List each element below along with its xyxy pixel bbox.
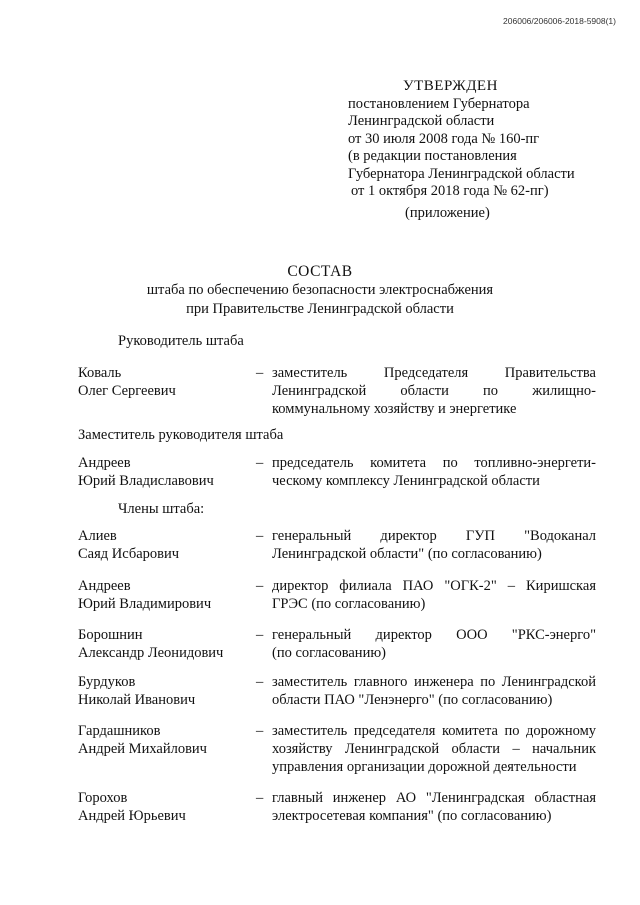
- position-line: председатель комитета по топливно-энергети-: [272, 455, 596, 471]
- position-line: электросетевая компания" (по согласованию): [272, 808, 552, 824]
- position-line: директор филиала ПАО "ОГК-2" – Киришская: [272, 578, 596, 594]
- member-name: [78, 722, 258, 758]
- member-name: [78, 364, 258, 400]
- member-given-name: Андрей Юрьевич: [78, 808, 186, 824]
- member-given-name: Юрий Владиславович: [78, 473, 214, 489]
- dash-separator: –: [256, 365, 264, 381]
- approval-line: Губернатора Ленинградской области: [348, 165, 575, 182]
- member-surname: Бурдуков: [78, 674, 136, 690]
- dash-separator: –: [256, 627, 264, 643]
- position-line: области ПАО "Ленэнерго" (по согласованию): [272, 692, 553, 708]
- member-position: [272, 673, 596, 709]
- approval-line: Ленинградской области: [348, 113, 495, 129]
- document-id: 206006/206006-2018-5908(1): [503, 16, 616, 26]
- approval-line: (в редакции постановления: [348, 148, 517, 164]
- position-line: заместитель Председателя Правительства: [272, 365, 596, 381]
- position-line: генеральный директор ГУП "Водоканал: [272, 528, 596, 544]
- position-line: Ленинградской области" (по согласованию): [272, 546, 542, 562]
- approval-line: постановлением Губернатора: [348, 95, 530, 112]
- dash-separator: –: [256, 790, 264, 806]
- document-heading: [0, 262, 640, 319]
- member-position: [272, 364, 596, 418]
- section-members-label: Члены штаба:: [118, 501, 205, 517]
- position-line: главный инженер АО "Ленинградская областная: [272, 790, 596, 806]
- approval-line: от 30 июля 2008 года № 160-пг: [348, 130, 540, 147]
- approval-line: от 1 октября 2018 года № 62-пг): [351, 183, 549, 199]
- dash-separator: –: [256, 578, 264, 594]
- member-given-name: Андрей Михайлович: [78, 741, 207, 757]
- member-surname: Гардашников: [78, 723, 161, 739]
- dash-separator: –: [256, 528, 264, 544]
- position-line: ГРЭС (по согласованию): [272, 596, 426, 612]
- approval-title: УТВЕРЖДЕН: [403, 78, 498, 94]
- section-head-label: Руководитель штаба: [118, 333, 244, 349]
- member-surname: Андреев: [78, 455, 131, 471]
- member-given-name: Юрий Владимирович: [78, 596, 212, 612]
- member-surname: Горохов: [78, 790, 128, 806]
- member-surname: Борошнин: [78, 627, 143, 643]
- position-line: коммунальному хозяйству и энергетике: [272, 401, 517, 417]
- position-line: управления организации дорожной деятельности: [272, 759, 577, 775]
- member-name: [78, 789, 258, 825]
- member-name: [78, 577, 258, 613]
- member-position: [272, 577, 596, 613]
- member-name: [78, 454, 258, 490]
- approval-block: [348, 78, 616, 222]
- member-given-name: Саяд Исбарович: [78, 546, 180, 562]
- approval-appendix: (приложение): [405, 204, 490, 221]
- member-surname: Коваль: [78, 365, 122, 381]
- member-given-name: Николай Иванович: [78, 692, 196, 708]
- member-name: [78, 626, 258, 662]
- member-position: [272, 626, 596, 662]
- member-name: [78, 673, 258, 709]
- dash-separator: –: [256, 674, 264, 690]
- position-line: (по согласованию): [272, 645, 386, 661]
- position-line: хозяйству Ленинградской области – начальник: [272, 741, 596, 757]
- member-position: [272, 454, 596, 490]
- position-line: заместитель председателя комитета по дорожному: [272, 723, 596, 739]
- section-deputy-label: Заместитель руководителя штаба: [78, 427, 284, 443]
- member-surname: Андреев: [78, 578, 131, 594]
- member-surname: Алиев: [78, 528, 117, 544]
- member-given-name: Александр Леонидович: [78, 645, 224, 661]
- dash-separator: –: [256, 723, 264, 739]
- member-given-name: Олег Сергеевич: [78, 383, 176, 399]
- position-line: заместитель главного инженера по Ленинградской: [272, 674, 596, 690]
- dash-separator: –: [256, 455, 264, 471]
- member-position: [272, 527, 596, 563]
- heading-subtitle: штаба по обеспечению безопасности электроснабжения: [146, 282, 494, 298]
- position-line: ческому комплексу Ленинградской области: [272, 473, 540, 489]
- member-name: [78, 527, 258, 563]
- heading-subtitle: при Правительстве Ленинградской области: [186, 301, 454, 317]
- member-position: [272, 789, 596, 825]
- position-line: Ленинградской области по жилищно-: [272, 383, 596, 399]
- member-position: [272, 722, 596, 776]
- heading-title: СОСТАВ: [287, 263, 353, 280]
- position-line: генеральный директор ООО "РКС-энерго": [272, 627, 596, 643]
